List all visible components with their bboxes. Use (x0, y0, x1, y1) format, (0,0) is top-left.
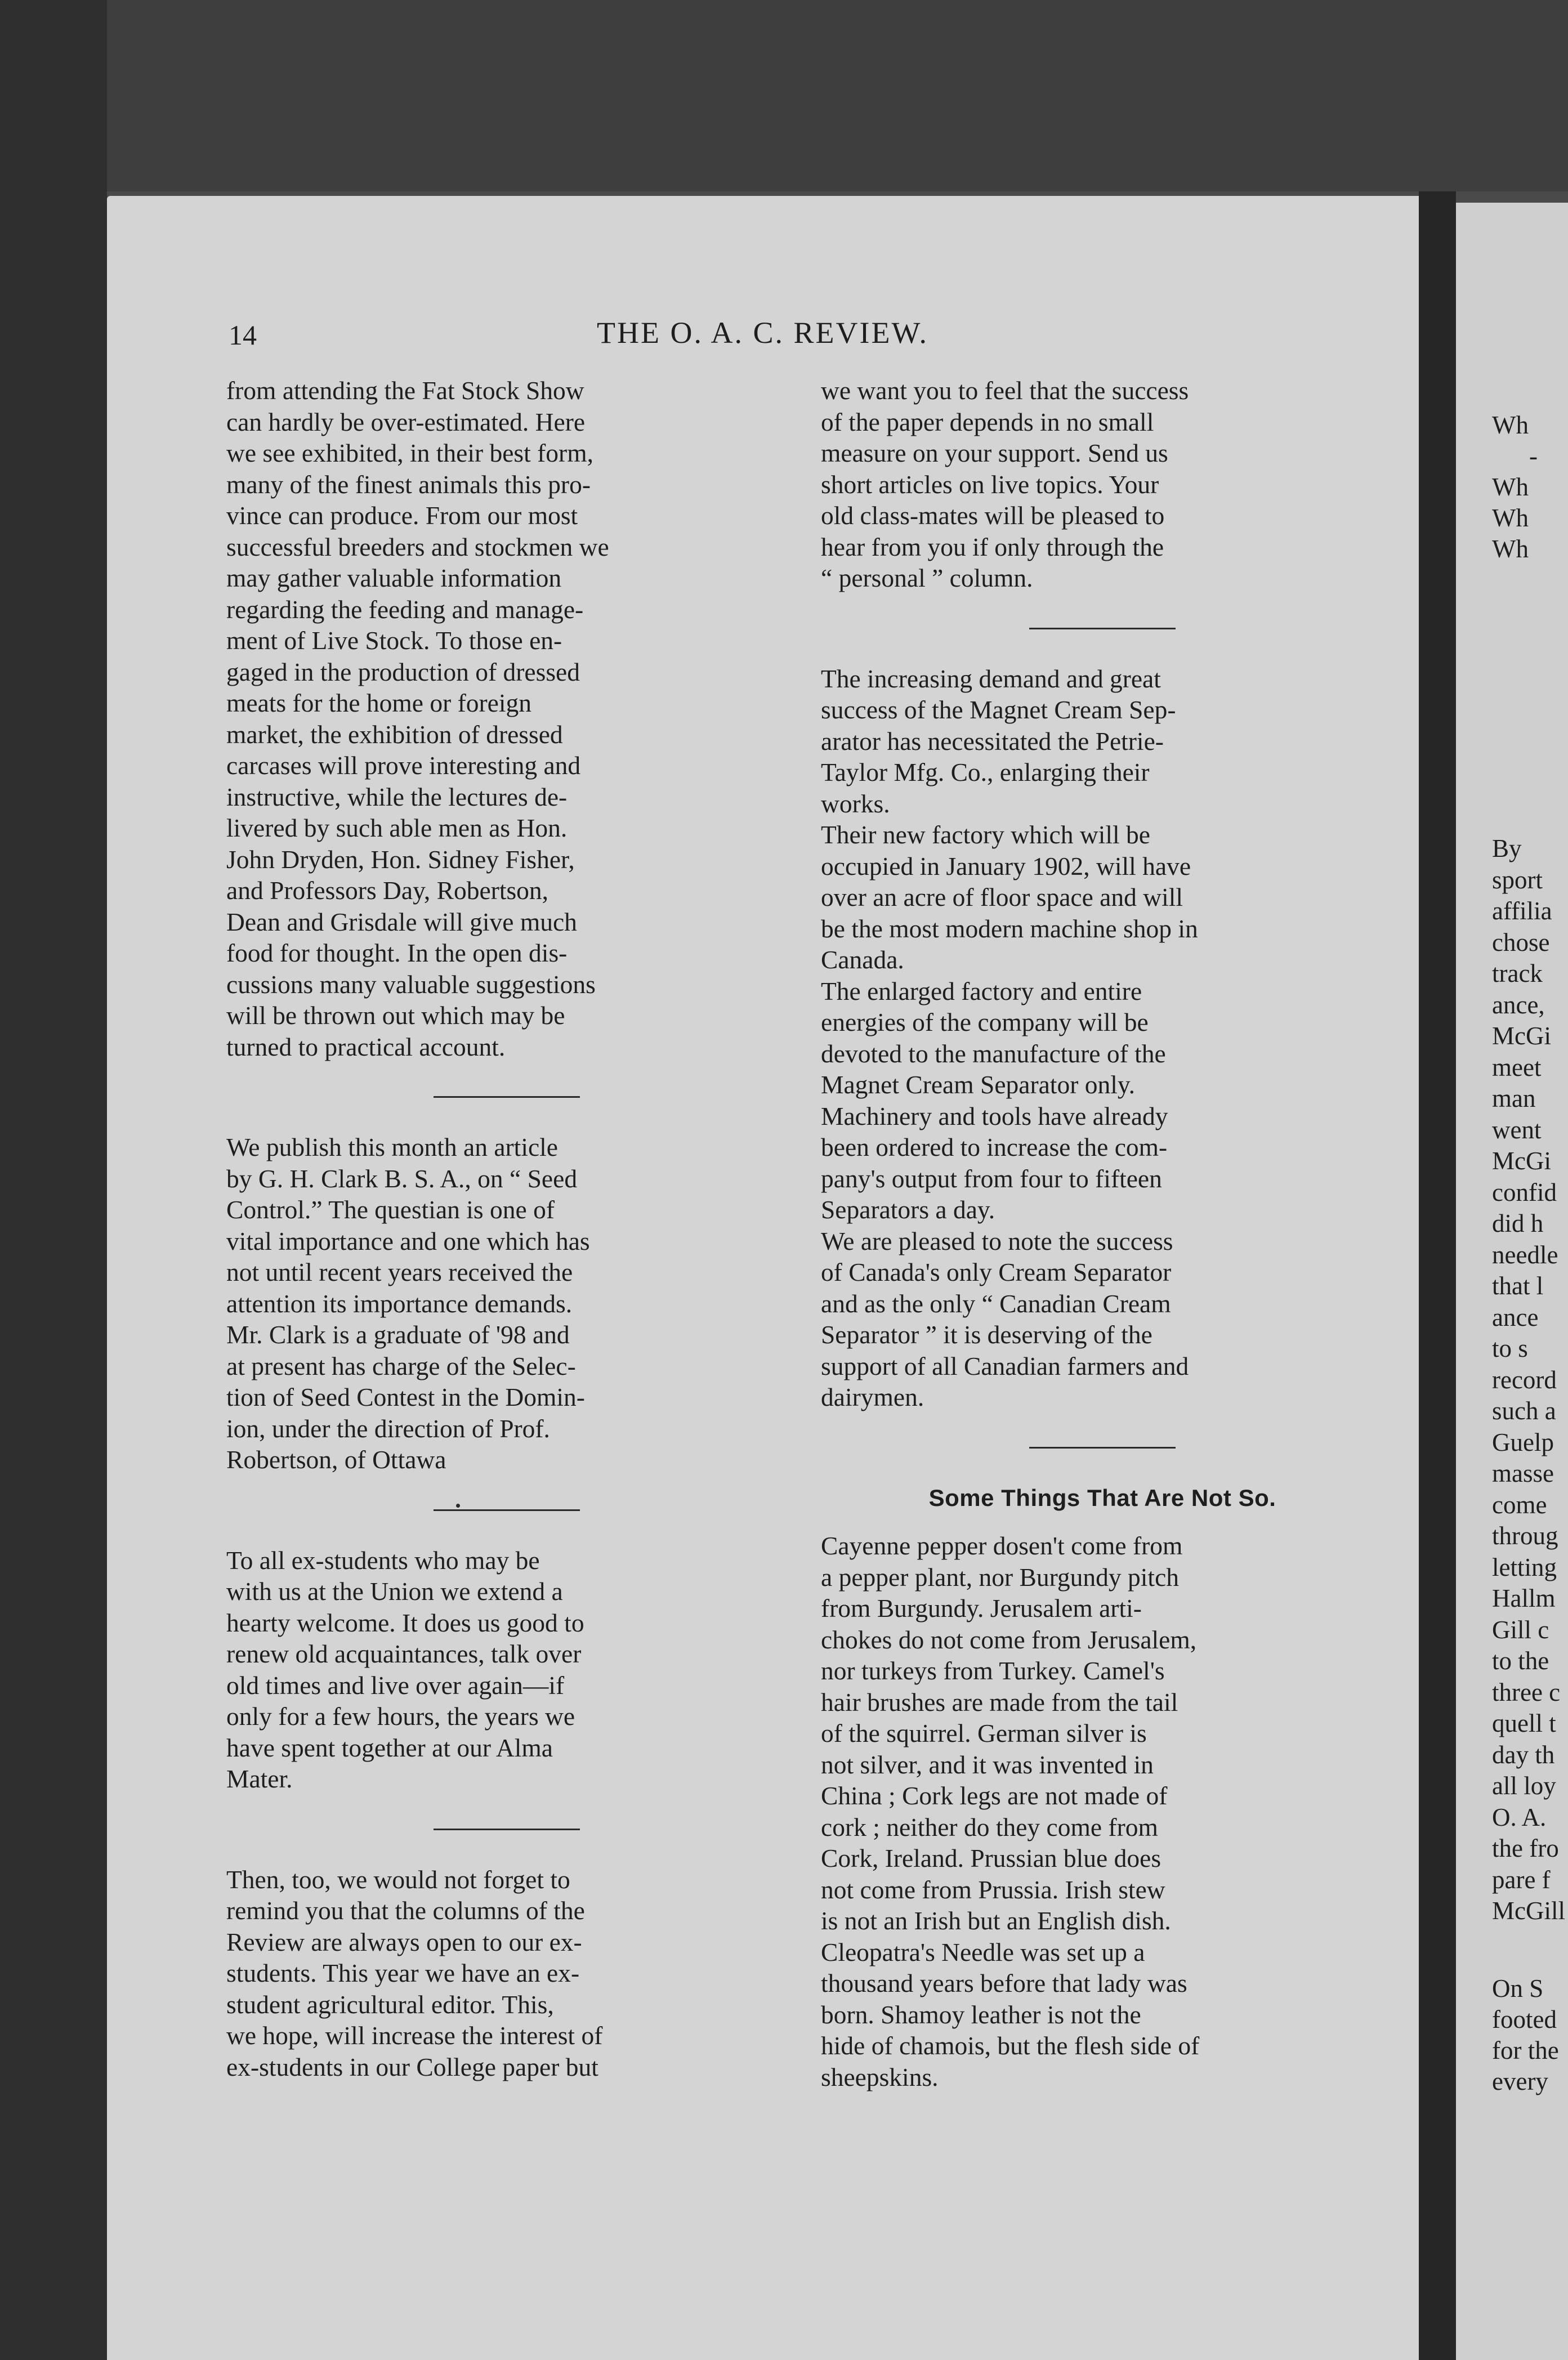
paragraph-fat-stock-show: from attending the Fat Stock Show can hardly be over-estimated. Here we see exhibited, in their best form, many of the finest animals this pro- vince can produce. From our most successful breeders and stockmen we may gather valuable information regarding the feeding and manage- ment of Live Stock. To those en- gaged in the production of dressed meats for the home or foreign market, the exhibition of dressed carcases will prove interesting and instructive, while the lectures de- livered by such able men as Hon. John Dryden, Hon. Sidney Fisher, and Professors Day, Robertson, Dean and Grisdale will give much food for thought. In the open dis- cussions many valuable suggestions will be thrown out which may be turned to practical account. (226, 376, 609, 1061)
adjacent-page-fragment: track (1492, 959, 1543, 987)
paragraph-support: we want you to feel that the success of the paper depends in no small measure on your support. Send us short articles on live topics. Your old class-mates will be pleased to hear from you if only through the “ personal ” column. (821, 376, 1189, 592)
section-rule (434, 1829, 580, 1830)
adjacent-page-fragment: meet (1492, 1053, 1542, 1081)
adjacent-page-fragment: pare f (1492, 1865, 1551, 1894)
adjacent-page-fragment: Guelp (1492, 1428, 1554, 1456)
adjacent-page-fragment: quell t (1492, 1709, 1556, 1737)
adjacent-page-fragment: throug (1492, 1522, 1558, 1550)
article-heading: Some Things That Are Not So. (928, 1484, 1276, 1511)
adjacent-page-fragment: Wh (1492, 473, 1529, 501)
paragraph-ex-students-welcome: To all ex-students who may be with us at the Union we extend a hearty welcome. It does us good to renew old acquaintances, talk over old times and live over again—if only for a few hours, the years we have spent together at our Alma Mater. (226, 1545, 584, 1793)
paragraph-machinery: Machinery and tools have already been ordered to increase the com- pany's output from four to fifteen Separators a day. (821, 1101, 1168, 1224)
paragraph-enlarged-factory: The enlarged factory and entire energies of the company will be devoted to the manufacture of the Magnet Cream Separator only. (821, 976, 1166, 1099)
running-head: THE O. A. C. REVIEW. (597, 316, 928, 350)
adjacent-page-fragment: that l (1492, 1272, 1544, 1300)
adjacent-page-fragment: Wh (1492, 535, 1529, 563)
paragraph-magnet-demand: The increasing demand and great success of the Magnet Cream Sep- arator has necessitated the Petrie- Taylor Mfg. Co., enlarging their works. (821, 664, 1176, 818)
adjacent-page-fragment: footed (1492, 2005, 1557, 2033)
adjacent-page-fragment: On S (1492, 1974, 1544, 2003)
paragraph-review-columns: Then, too, we would not forget to remind you that the columns of the Review are always open to our ex- students. This year we have an ex- student agricultural editor. This, we hope, will increase the interest of ex-students in our College paper but (226, 1865, 603, 2081)
adjacent-page-fragment: chose (1492, 928, 1550, 956)
adjacent-page-fragment: went (1492, 1115, 1542, 1144)
adjacent-page-fragment: sport (1492, 865, 1543, 894)
section-rule (434, 1096, 580, 1098)
adjacent-page-fragment: needle (1492, 1240, 1558, 1269)
adjacent-page-fragment: Wh (1492, 411, 1529, 439)
adjacent-page-fragment: masse (1492, 1459, 1554, 1487)
adjacent-page-fragment: By (1492, 834, 1522, 862)
adjacent-page-fragment: McGill (1492, 1897, 1565, 1925)
adjacent-page-fragment: letting (1492, 1553, 1557, 1581)
adjacent-page-fragment: Hallm (1492, 1584, 1556, 1612)
section-rule (434, 1509, 580, 1511)
adjacent-page-fragment: such a (1492, 1397, 1556, 1425)
document-page (107, 196, 1419, 2360)
adjacent-page-fragment: every (1492, 2067, 1548, 2095)
section-rule (1029, 628, 1176, 629)
adjacent-page-fragment: to s (1492, 1334, 1528, 1362)
paragraph-things-not-so: Cayenne pepper dosen't come from a pepper plant, nor Burgundy pitch from Burgundy. Jerusalem arti- chokes do not come from Jerusalem, nor turkeys from Turkey. Camel's hair brushes are made from the tail of the squirrel. German silver is not silver, and it was invented in China ; Cork legs are not made of cork ; neither do they come from Cork, Ireland. Prussian blue does not come from Prussia. Irish stew is not an Irish but an English dish. Cleopatra's Needle was set up a thousand years before that lady was born. Shamoy leather is not the hide of chamois, but the flesh side of sheepskins. (821, 1531, 1200, 2091)
adjacent-page-fragment: day th (1492, 1740, 1555, 1769)
adjacent-page-fragment: ance (1492, 1303, 1539, 1331)
scanner-background-left (0, 0, 107, 2360)
adjacent-page-fragment: Gill c (1492, 1615, 1549, 1644)
adjacent-page-fragment: record (1492, 1365, 1557, 1394)
scanner-background-top (0, 0, 1568, 191)
adjacent-page-fragment: to the (1492, 1647, 1549, 1675)
left-column (226, 375, 787, 2082)
adjacent-page-fragment: all loy (1492, 1772, 1556, 1800)
paragraph-new-factory: Their new factory which will be occupied in January 1902, will have over an acre of floor space and will be the most modern machine shop in Canada. (821, 820, 1198, 974)
adjacent-page-fragment: O. A. (1492, 1803, 1547, 1831)
adjacent-page-fragment: affilia (1492, 897, 1552, 925)
adjacent-page-fragment: confid (1492, 1178, 1557, 1206)
adjacent-page-fragment: - (1529, 442, 1538, 470)
adjacent-page-fragment: McGi (1492, 1022, 1551, 1050)
book-gutter (1419, 191, 1456, 2360)
adjacent-page-fragment: three c (1492, 1678, 1561, 1706)
paragraph-canadian-separator: We are pleased to note the success of Canada's only Cream Separator and as the only “ Canadian Cream Separator ” it is deserving of the support of all Canadian farmers and dairymen. (821, 1226, 1189, 1411)
paragraph-seed-control: We publish this month an article by G. H. Clark B. S. A., on “ Seed Control.” The questian is one of vital importance and one which has not until recent years received the attention its importance demands. Mr. Clark is a graduate of '98 and at present has charge of the Selec- tion of Seed Contest in the Domin- ion, under the direction of Prof. Robertson, of Ottawa (226, 1133, 590, 1474)
right-column (821, 375, 1384, 2093)
adjacent-page-edge (1456, 203, 1568, 2360)
adjacent-page-fragment: come (1492, 1490, 1547, 1519)
adjacent-page-fragment: for the (1492, 2036, 1559, 2064)
page-number: 14 (229, 319, 257, 351)
section-rule (1029, 1447, 1176, 1449)
adjacent-page-fragment: ance, (1492, 990, 1545, 1019)
adjacent-page-fragment: the fro (1492, 1834, 1559, 1862)
adjacent-page-fragment: McGi (1492, 1147, 1551, 1175)
adjacent-page-fragment: Wh (1492, 504, 1529, 532)
adjacent-page-fragment: man (1492, 1084, 1536, 1112)
adjacent-page-fragment: did h (1492, 1209, 1544, 1237)
